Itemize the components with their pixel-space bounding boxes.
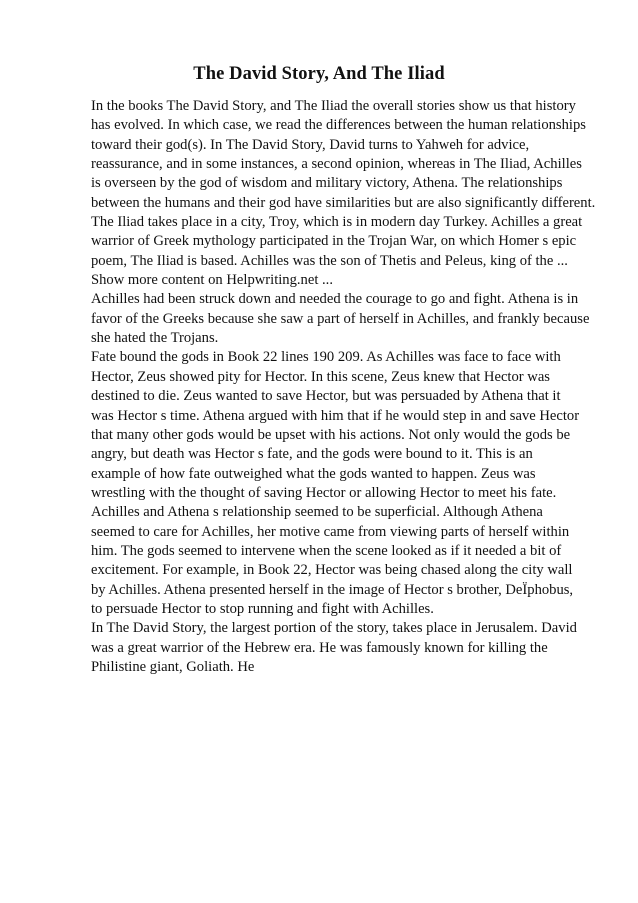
text-line: Achilles had been struck down and needed the courage to go and fight. Athena is in [91,291,579,308]
text-line: has evolved. In which case, we read the differences between the human relationships [91,117,586,134]
text-line: him. The gods seemed to intervene when the scene looked as if it needed a bit of [91,542,562,559]
document-title: The David Story, And The Iliad [193,64,445,84]
document-body [91,97,626,677]
text-line: Hector, Zeus showed pity for Hector. In this scene, Zeus knew that Hector was [91,368,550,385]
text-line: reassurance, and in some instances, a second opinion, whereas in The Iliad, Achilles [91,156,582,173]
show-more-link[interactable]: Show more content on Helpwriting.net ... [91,272,333,289]
text-line: The Iliad takes place in a city, Troy, which is in modern day Turkey. Achilles a great [91,214,583,231]
text-line: Fate bound the gods in Book 22 lines 190 209. As Achilles was face to face with [91,349,561,366]
text-line: warrior of Greek mythology participated in the Trojan War, on which Homer s epic [91,233,577,250]
text-line: In The David Story, the largest portion of the story, takes place in Jerusalem. David [91,620,577,637]
text-line: Philistine giant, Goliath. He [91,658,255,675]
text-line: favor of the Greeks because she saw a part of herself in Achilles, and frankly because [91,310,590,327]
text-line: she hated the Trojans. [91,330,219,347]
text-line: excitement. For example, in Book 22, Hector was being chased along the city wall [91,562,573,579]
text-line: Achilles and Athena s relationship seemed to be superficial. Although Athena [91,504,543,521]
text-line: is overseen by the god of wisdom and military victory, Athena. The relationships [91,175,563,192]
text-line: to persuade Hector to stop running and fight with Achilles. [91,600,434,617]
text-line: between the humans and their god have similarities but are also significantly different. [91,194,596,211]
text-line: poem, The Iliad is based. Achilles was the son of Thetis and Peleus, king of the ... [91,252,568,269]
text-line: destined to die. Zeus wanted to save Hector, but was persuaded by Athena that it [91,388,561,405]
text-line: that many other gods would be upset with his actions. Not only would the gods be [91,426,571,443]
text-line: In the books The David Story, and The Iliad the overall stories show us that history [91,98,576,114]
text-line: was Hector s time. Athena argued with him that if he would step in and save Hector [91,407,580,424]
text-line: wrestling with the thought of saving Hector or allowing Hector to meet his fate. [91,484,557,501]
text-line: toward their god(s). In The David Story, David turns to Yahweh for advice, [91,136,530,153]
text-line: seemed to care for Achilles, her motive came from viewing parts of herself within [91,523,570,540]
text-line: was a great warrior of the Hebrew era. He was famously known for killing the [91,639,548,656]
text-line: example of how fate outweighed what the gods wanted to happen. Zeus was [91,465,536,482]
text-line: by Achilles. Athena presented herself in the image of Hector s brother, DeÏphobus, [91,581,574,598]
text-line: angry, but death was Hector s fate, and the gods were bound to it. This is an [91,446,533,463]
